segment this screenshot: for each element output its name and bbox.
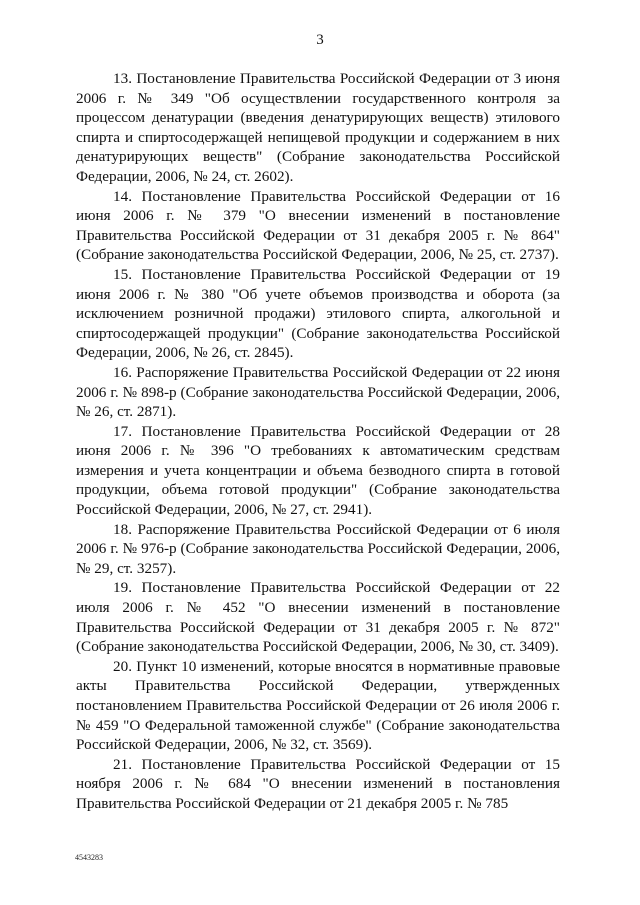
- list-item-18: 18. Распоряжение Правительства Российской Федерации от 6 июля 2006 г. № 976-р (Собрание законодательства Российской Федерации, 2006, № 29, ст. 3257).: [76, 520, 560, 577]
- list-item-14: 14. Постановление Правительства Российской Федерации от 16 июня 2006 г. № 379 "О внесении изменений в постановление Правительства Российской Федерации от 31 декабря 2005 г. № 864" (Собрание законодательства Российской Федерации, 2006, № 25, ст. 2737).: [76, 187, 560, 264]
- page-number: 3: [316, 32, 324, 48]
- list-item-13: 13. Постановление Правительства Российской Федерации от 3 июня 2006 г. № 349 "Об осуществлении государственного контроля за процессом денатурации (введения денатурирующих веществ) этилового спирта и спиртосодержащей непищевой продукции и содержанием в них денатурирующих веществ" (Собрание законодательства Российской Федерации, 2006, № 24, ст. 2602).: [76, 70, 560, 185]
- list-item-20: 20. Пункт 10 изменений, которые вносятся в нормативные правовые акты Правительства Российской Федерации, утвержденных постановлением Правительства Российской Федерации от 26 июля 2006 г. № 459 "О Федеральной таможенной службе" (Собрание законодательства Российской Федерации, 2006, № 32, ст. 3569).: [76, 657, 560, 754]
- list-item-19: 19. Постановление Правительства Российской Федерации от 22 июля 2006 г. № 452 "О внесении изменений в постановление Правительства Российской Федерации от 31 декабря 2005 г. № 872" (Собрание законодательства Российской Федерации, 2006, № 30, ст. 3409).: [76, 579, 560, 656]
- list-item-17: 17. Постановление Правительства Российской Федерации от 28 июня 2006 г. № 396 "О требованиях к автоматическим средствам измерения и учета концентрации и объема безводного спирта в готовой продукции, объема готовой продукции" (Собрание законодательства Российской Федерации, 2006, № 27, ст. 2941).: [76, 422, 560, 519]
- list-item-15: 15. Постановление Правительства Российской Федерации от 19 июня 2006 г. № 380 "Об учете объемов производства и оборота (за исключением розничной продажи) этилового спирта, алкогольной и спиртосодержащей продукции" (Собрание законодательства Российской Федерации, 2006, № 26, ст. 2845).: [76, 265, 560, 362]
- list-item-16: 16. Распоряжение Правительства Российской Федерации от 22 июня 2006 г. № 898-р (Собрание законодательства Российской Федерации, 2006, № 26, ст. 2871).: [76, 363, 560, 421]
- document-id-code: 4543283: [75, 853, 103, 862]
- document-body: [76, 69, 560, 814]
- list-item-21: 21. Постановление Правительства Российской Федерации от 15 ноября 2006 г. № 684 "О внесении изменений в постановления Правительства Российской Федерации от 21 декабря 2005 г. № 785: [76, 755, 560, 812]
